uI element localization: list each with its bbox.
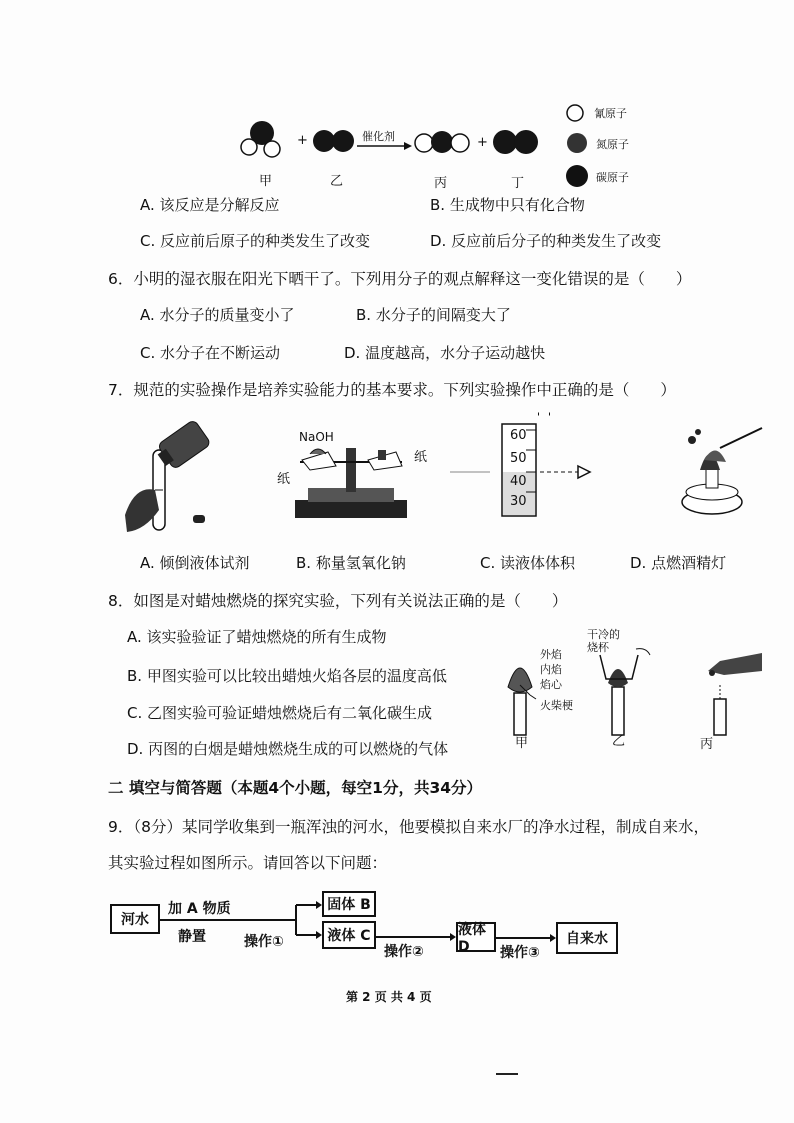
figure-label-bing: 丙 bbox=[700, 737, 714, 752]
q6-option-c: C. 水分子在不断运动 bbox=[140, 344, 281, 362]
q6-option-d: D. 温度越高，水分子运动越快 bbox=[344, 344, 546, 362]
q8-option-b: B. 甲图实验可以比较出蜡烛火焰各层的温度高低 bbox=[127, 667, 447, 685]
q5-option-a: A. 该反应是分解反应 bbox=[140, 196, 280, 214]
naoh-label: NaOH bbox=[299, 430, 334, 444]
q7-option-a: A. 倾倒液体试剂 bbox=[140, 554, 250, 572]
q8-option-d: D. 丙图的白烟是蜡烛燃烧生成的可以燃烧的气体 bbox=[127, 740, 449, 758]
q8-stem: 8．如图是对蜡烛燃烧的探究实验，下列有关说法正确的是（ ） bbox=[108, 592, 568, 610]
label-inner-flame: 内焰 bbox=[540, 663, 562, 676]
q6-option-b: B. 水分子的间隔变大了 bbox=[356, 306, 511, 324]
label-cold-beaker: 干冷的烧杯 bbox=[587, 628, 620, 654]
page-number: 第 2 页 共 4 页 bbox=[346, 990, 432, 1004]
flow-solid-b: 固体 B bbox=[322, 891, 376, 917]
scale-30: 30 bbox=[510, 494, 527, 509]
legend-nitrogen: 氮原子 bbox=[596, 138, 629, 151]
label-matchstick: 火柴梗 bbox=[540, 699, 573, 712]
flow-tap-water: 自来水 bbox=[556, 922, 618, 954]
q9-line-2: 其实验过程如图所示。请回答以下问题： bbox=[108, 854, 388, 872]
flow-operation-1: 操作① bbox=[244, 934, 284, 950]
q8-option-a: A. 该实验验证了蜡烛燃烧的所有生成物 bbox=[127, 628, 387, 646]
label-flame-core: 焰心 bbox=[540, 678, 562, 691]
q7-option-d: D. 点燃酒精灯 bbox=[630, 554, 727, 572]
q7-stem: 7．规范的实验操作是培养实验能力的基本要求。下列实验操作中正确的是（ ） bbox=[108, 381, 676, 399]
label-jia: 甲 bbox=[259, 174, 273, 189]
q5-option-b: B. 生成物中只有化合物 bbox=[430, 196, 585, 214]
catalyst-label: 催化剂 bbox=[362, 130, 395, 143]
flow-liquid-d: 液体 D bbox=[456, 922, 496, 952]
paper-right-label: 纸 bbox=[414, 450, 428, 465]
plus-sign: + bbox=[297, 133, 308, 148]
flow-river-water: 河水 bbox=[110, 904, 160, 934]
paper-left-label: 纸 bbox=[277, 472, 291, 487]
legend-carbon: 碳原子 bbox=[596, 171, 629, 184]
label-outer-flame: 外焰 bbox=[540, 648, 562, 661]
flow-add-a: 加 A 物质 bbox=[168, 901, 231, 917]
scale-40: 40 bbox=[510, 474, 527, 489]
scale-50: 50 bbox=[510, 451, 527, 466]
flow-liquid-c: 液体 C bbox=[322, 921, 376, 949]
label-bing: 丙 bbox=[434, 176, 448, 191]
flow-operation-2: 操作② bbox=[384, 944, 424, 960]
q7-option-c: C. 读液体体积 bbox=[480, 554, 576, 572]
q8-option-c: C. 乙图实验可验证蜡烛燃烧后有二氧化碳生成 bbox=[127, 704, 433, 722]
q7-option-b: B. 称量氢氧化钠 bbox=[296, 554, 406, 572]
q6-option-a: A. 水分子的质量变小了 bbox=[140, 306, 295, 324]
q6-stem: 6．小明的湿衣服在阳光下晒干了。下列用分子的观点解释这一变化错误的是（ ） bbox=[108, 270, 692, 288]
q5-option-c: C. 反应前后原子的种类发生了改变 bbox=[140, 232, 371, 250]
figure-label-jia: 甲 bbox=[515, 736, 529, 751]
figure-label-yi: 乙 bbox=[612, 734, 626, 749]
section-title: 二 填空与简答题（本题4个小题，每空1分，共34分） bbox=[108, 779, 483, 797]
legend-hydrogen: 氰原子 bbox=[594, 107, 627, 120]
q9-line-1: 9．（8分）某同学收集到一瓶浑浊的河水，他要模拟自来水厂的净水过程，制成自来水， bbox=[108, 818, 709, 836]
scale-60: 60 bbox=[510, 428, 527, 443]
label-yi: 乙 bbox=[330, 174, 344, 189]
flow-settle: 静置 bbox=[178, 929, 206, 945]
flow-operation-3: 操作③ bbox=[500, 945, 540, 961]
scan-mark bbox=[496, 1073, 518, 1075]
q5-option-d: D. 反应前后分子的种类发生了改变 bbox=[430, 232, 662, 250]
plus-sign: + bbox=[477, 135, 488, 150]
label-ding: 丁 bbox=[511, 176, 525, 191]
